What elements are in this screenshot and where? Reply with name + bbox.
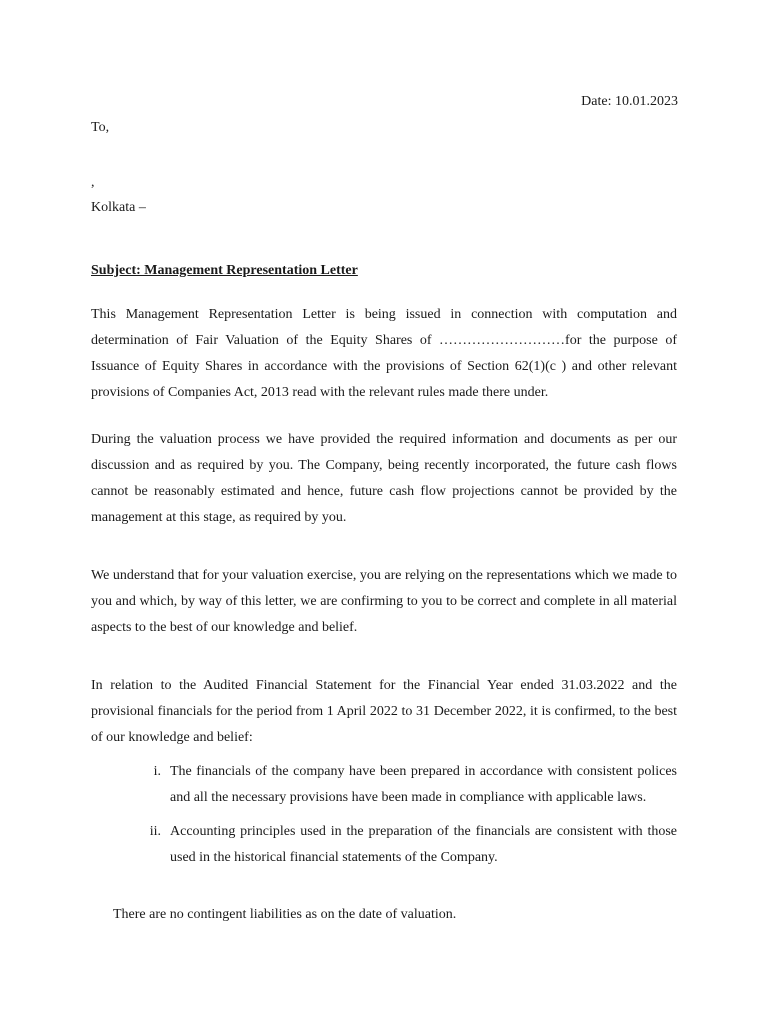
paragraph-purpose: This Management Representation Letter is being issued in connection with computation and determination of Fair Valuation of the Equity Shares of ………………………for the purpose of Issuance of Equity Shares in accordance with the provisions of Section 62(1)(c ) and other relevant provisions of Companies Act, 2013 read with the relevant rules made there under. [91,307,677,400]
list-item [91,759,677,811]
paragraph-reliance: We understand that for your valuation exercise, you are relying on the representations which we made to you and which, by way of this letter, we are confirming to you to be correct and complete in all material aspects to the best of our knowledge and belief. [91,568,677,635]
recipient-address-line: , [91,175,95,190]
list-item-number: i. [153,764,161,779]
paragraph-financial-statement: In relation to the Audited Financial Statement for the Financial Year ended 31.03.2022 and the provisional financials for the period from 1 April 2022 to 31 December 2022, it is confirmed, to the best of our knowledge and belief: [91,678,677,745]
paragraph-valuation-process: During the valuation process we have provided the required information and documents as per our discussion and as required by you. The Company, being recently incorporated, the future cash flows cannot be reasonably estimated and hence, future cash flow projections cannot be provided by the management at this stage, as required by you. [91,432,677,525]
contingent-liabilities-statement: There are no contingent liabilities as on the date of valuation. [113,907,457,922]
recipient-city: Kolkata – [91,200,146,215]
letter-subject: Subject: Management Representation Letter [91,263,358,278]
letter-date: Date: 10.01.2023 [581,94,678,109]
salutation: To, [91,120,110,135]
confirmation-list [91,759,677,879]
list-item-text: The financials of the company have been prepared in accordance with consistent polices and all the necessary provisions have been made in compliance with applicable laws. [170,764,677,805]
list-item [91,819,677,871]
list-item-number: ii. [149,824,161,839]
list-item-text: Accounting principles used in the preparation of the financials are consistent with those used in the historical financial statements of the Company. [170,824,677,865]
